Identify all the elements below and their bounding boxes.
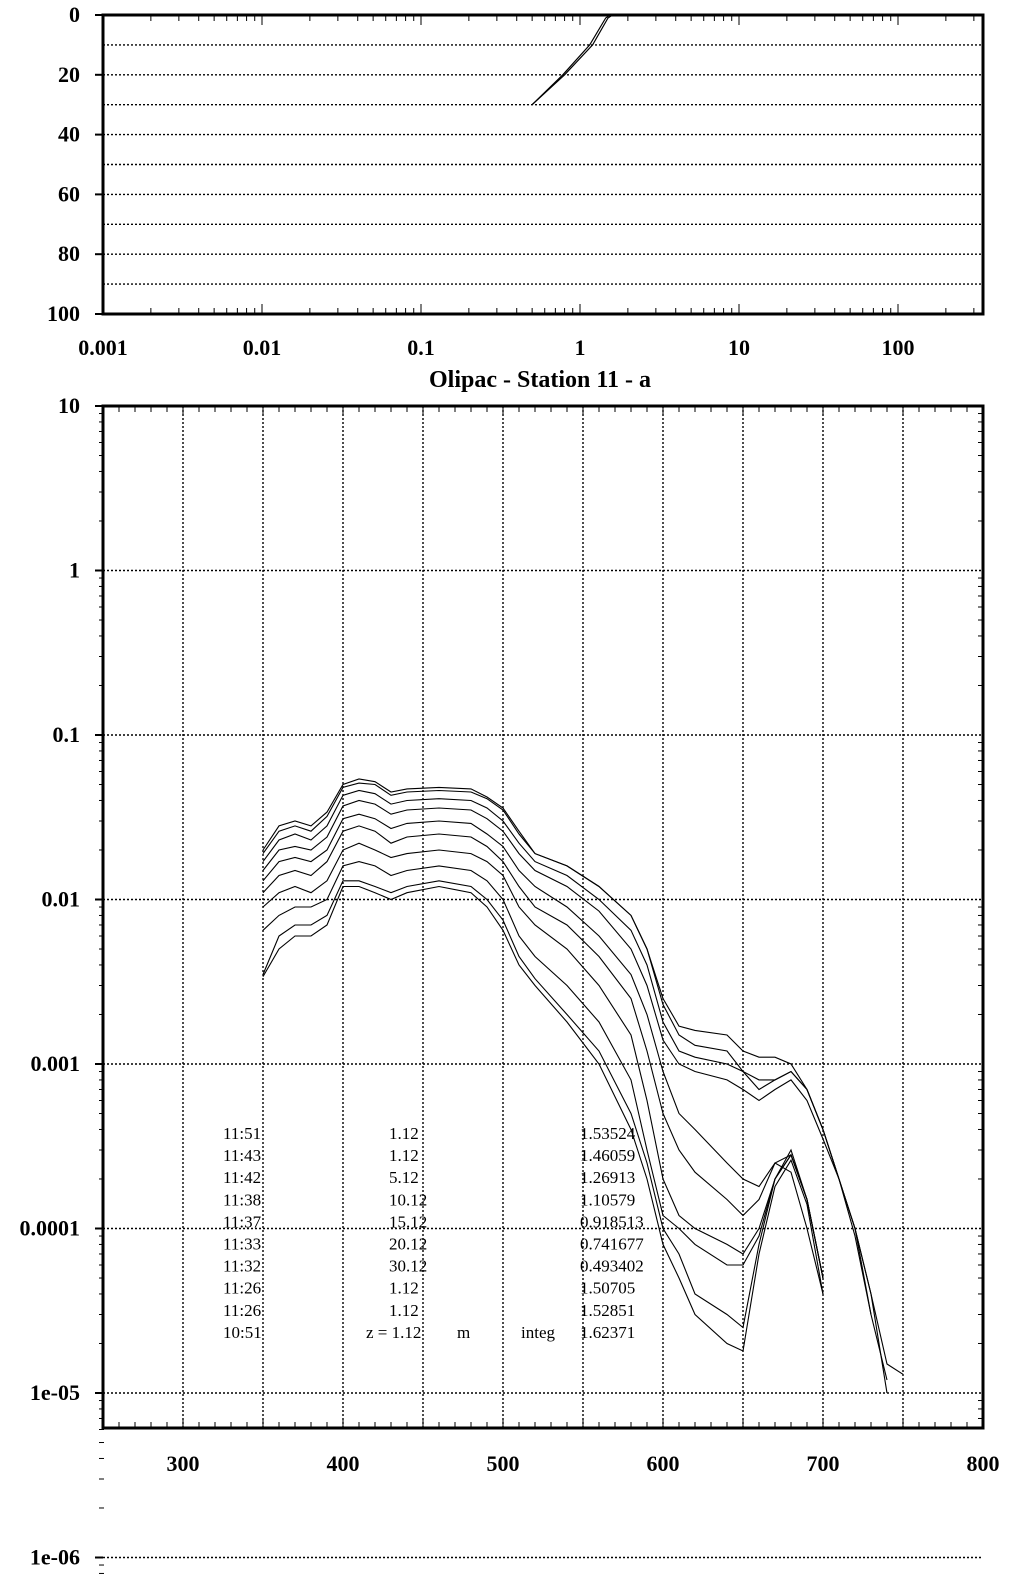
legend-time: 11:42 xyxy=(223,1168,262,1188)
legend-time: 11:43 xyxy=(223,1146,262,1166)
x-tick-label: 10 xyxy=(728,335,750,360)
x-tick-label: 500 xyxy=(486,1451,520,1476)
x-tick-label: 0.001 xyxy=(78,335,128,360)
legend-depth: 1.12 xyxy=(389,1300,419,1320)
legend-time: 11:32 xyxy=(223,1256,262,1276)
legend-integ: 0.918513 xyxy=(580,1212,644,1232)
series-line xyxy=(263,801,871,1315)
y-tick-label: 0.001 xyxy=(30,1051,80,1076)
legend-depth: 1.12 xyxy=(389,1278,419,1298)
y-tick-label: 60 xyxy=(58,181,80,207)
series-line xyxy=(263,783,887,1380)
legend-integ: 1.62371 xyxy=(580,1322,636,1342)
y-tick-label: 10 xyxy=(58,393,80,418)
x-tick-label: 400 xyxy=(326,1451,360,1476)
legend-integ: 1.26913 xyxy=(580,1168,636,1188)
legend-unit: m xyxy=(457,1322,471,1342)
y-tick-label: 40 xyxy=(58,121,80,147)
depth-profile-plot xyxy=(47,2,983,360)
legend-integ: 1.10579 xyxy=(580,1190,636,1210)
x-tick-label: 0.01 xyxy=(242,335,282,360)
y-tick-label: 0.1 xyxy=(52,722,80,747)
legend-depth: 1.12 xyxy=(389,1146,419,1166)
series-line xyxy=(263,887,823,1352)
legend-time: 11:26 xyxy=(223,1278,262,1298)
y-tick-label: 1 xyxy=(69,557,80,583)
series-line xyxy=(532,15,612,105)
series-line xyxy=(263,843,823,1278)
y-tick-label: 1e-06 xyxy=(29,1544,80,1570)
legend-time: 11:33 xyxy=(223,1234,262,1254)
x-tick-label: 700 xyxy=(806,1451,840,1476)
legend-integ: 1.46059 xyxy=(580,1146,636,1166)
legend-depth: z = 1.12 xyxy=(366,1322,422,1342)
legend-depth: 15.12 xyxy=(389,1212,428,1232)
legend-integ: 0.741677 xyxy=(580,1234,644,1254)
x-tick-label: 1 xyxy=(574,335,586,360)
x-tick-label: 100 xyxy=(881,335,915,360)
y-tick-label: 1e-05 xyxy=(29,1380,80,1405)
legend-depth: 20.12 xyxy=(389,1234,428,1254)
legend-time: 11:26 xyxy=(223,1300,262,1320)
legend-depth: 10.12 xyxy=(389,1190,428,1210)
y-tick-label: 100 xyxy=(47,301,80,326)
legend-time: 11:38 xyxy=(223,1190,262,1210)
y-tick-label: 20 xyxy=(58,61,80,87)
legend-depth: 5.12 xyxy=(389,1168,419,1188)
legend-integ: 1.52851 xyxy=(580,1300,636,1320)
series-line xyxy=(263,881,823,1328)
x-tick-label: 300 xyxy=(166,1451,200,1476)
legend-integ-label: integ xyxy=(521,1322,555,1342)
x-tick-label: 0.1 xyxy=(407,335,435,360)
series-line xyxy=(532,15,610,105)
spectrum-plot xyxy=(20,393,1000,1573)
y-tick-label: 80 xyxy=(58,241,80,267)
legend-integ: 1.50705 xyxy=(580,1278,636,1298)
y-tick-label: 0.01 xyxy=(41,886,80,912)
x-tick-label: 600 xyxy=(646,1451,680,1476)
chart-title: Olipac - Station 11 - a xyxy=(428,367,652,393)
legend-time: 11:37 xyxy=(223,1212,262,1232)
legend-integ: 0.493402 xyxy=(580,1256,644,1276)
y-tick-label: 0 xyxy=(69,2,80,27)
x-tick-label: 800 xyxy=(966,1451,1000,1476)
legend xyxy=(223,1124,644,1342)
legend-depth: 1.12 xyxy=(389,1124,419,1143)
legend-time: 11:51 xyxy=(223,1124,262,1143)
series-line xyxy=(263,826,823,1278)
legend-integ: 1.53524 xyxy=(580,1124,636,1143)
legend-depth: 30.12 xyxy=(389,1256,428,1276)
legend-time: 10:51 xyxy=(223,1322,262,1342)
y-tick-label: 0.0001 xyxy=(19,1215,80,1241)
